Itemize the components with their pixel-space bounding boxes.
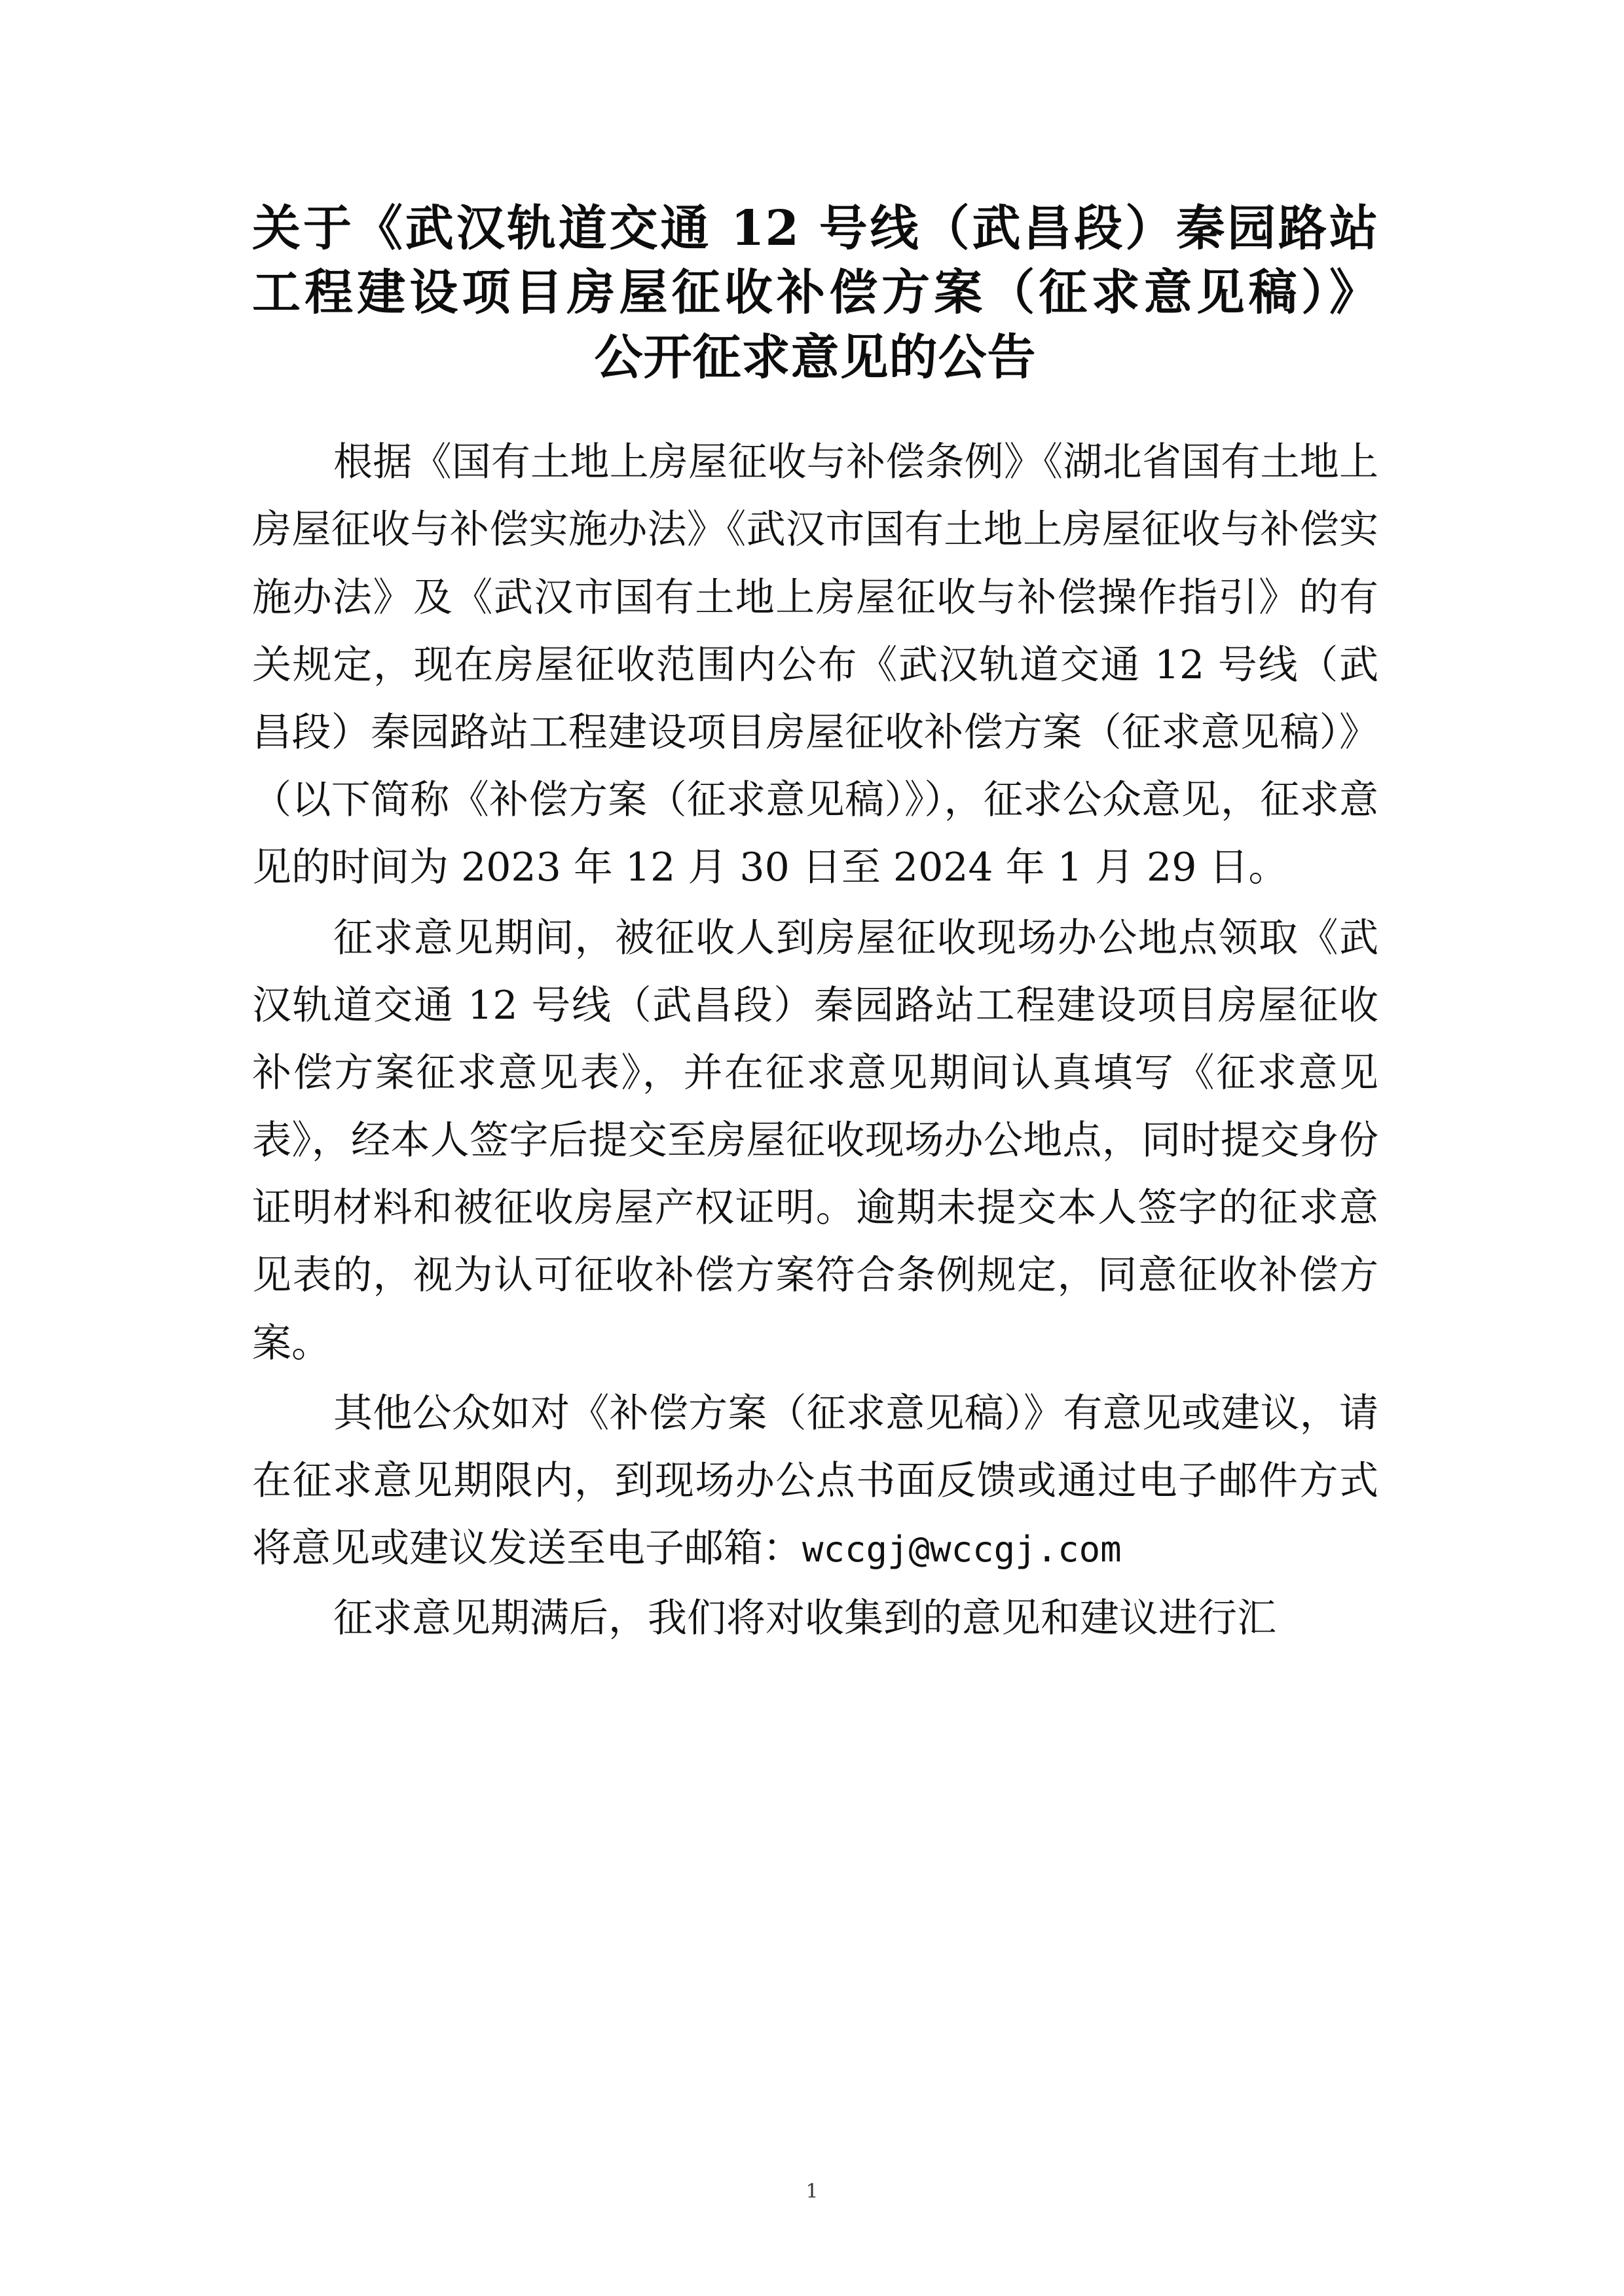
title-line-2: 工程建设项目房屋征收补偿方案（征求意见稿）》 <box>252 264 1378 321</box>
paragraph-4: 征求意见期满后，我们将对收集到的意见和建议进行汇 <box>333 1595 1276 1642</box>
title-line-3: 公开征求意见的公告 <box>594 329 1037 386</box>
document-body <box>252 196 1378 1656</box>
paragraph-1: 根据《国有土地上房屋征收与补偿条例》《湖北省国有土地上房屋征收与补偿实施办法》《武汉市国有土地上房屋征收与补偿实施办法》及《武汉市国有土地上房屋征收与补偿操作指引》的有关规定，现在房屋征收范围内公布《武汉轨道交通 12 号线（武昌段）秦园路站工程建设项目房屋征收补偿方案（征求意见稿）》（以下简称《补偿方案（征求意见稿）》），征求公众意见，征求意见的时间为 2023 年 12 月 30 日至 2024 年 1 月 29 日。 <box>252 439 1378 891</box>
paragraph-2: 征求意见期间，被征收人到房屋征收现场办公地点领取《武汉轨道交通 12 号线（武昌段）秦园路站工程建设项目房屋征收补偿方案征求意见表》，并在征求意见期间认真填写《征求意见表》，经本人签字后提交至房屋征收现场办公地点，同时提交身份证明材料和被征收房屋产权证明。逾期未提交本人签字的征求意见表的，视为认可征收补偿方案符合条例规定，同意征收补偿方案。 <box>252 915 1378 1366</box>
page-number: 1 <box>805 2180 819 2203</box>
contact-email: wccgj@wccgj.com <box>802 1529 1122 1571</box>
title-line-1: 关于《武汉轨道交通 12 号线（武昌段）秦园路站 <box>252 200 1378 257</box>
paragraph-3 <box>252 1380 1378 1583</box>
page-title <box>252 196 1378 390</box>
paragraph-3-text: 其他公众如对《补偿方案（征求意见稿）》有意见或建议，请在征求意见期限内，到现场办公点书面反馈或通过电子邮件方式将意见或建议发送至电子邮箱： <box>252 1390 1378 1572</box>
